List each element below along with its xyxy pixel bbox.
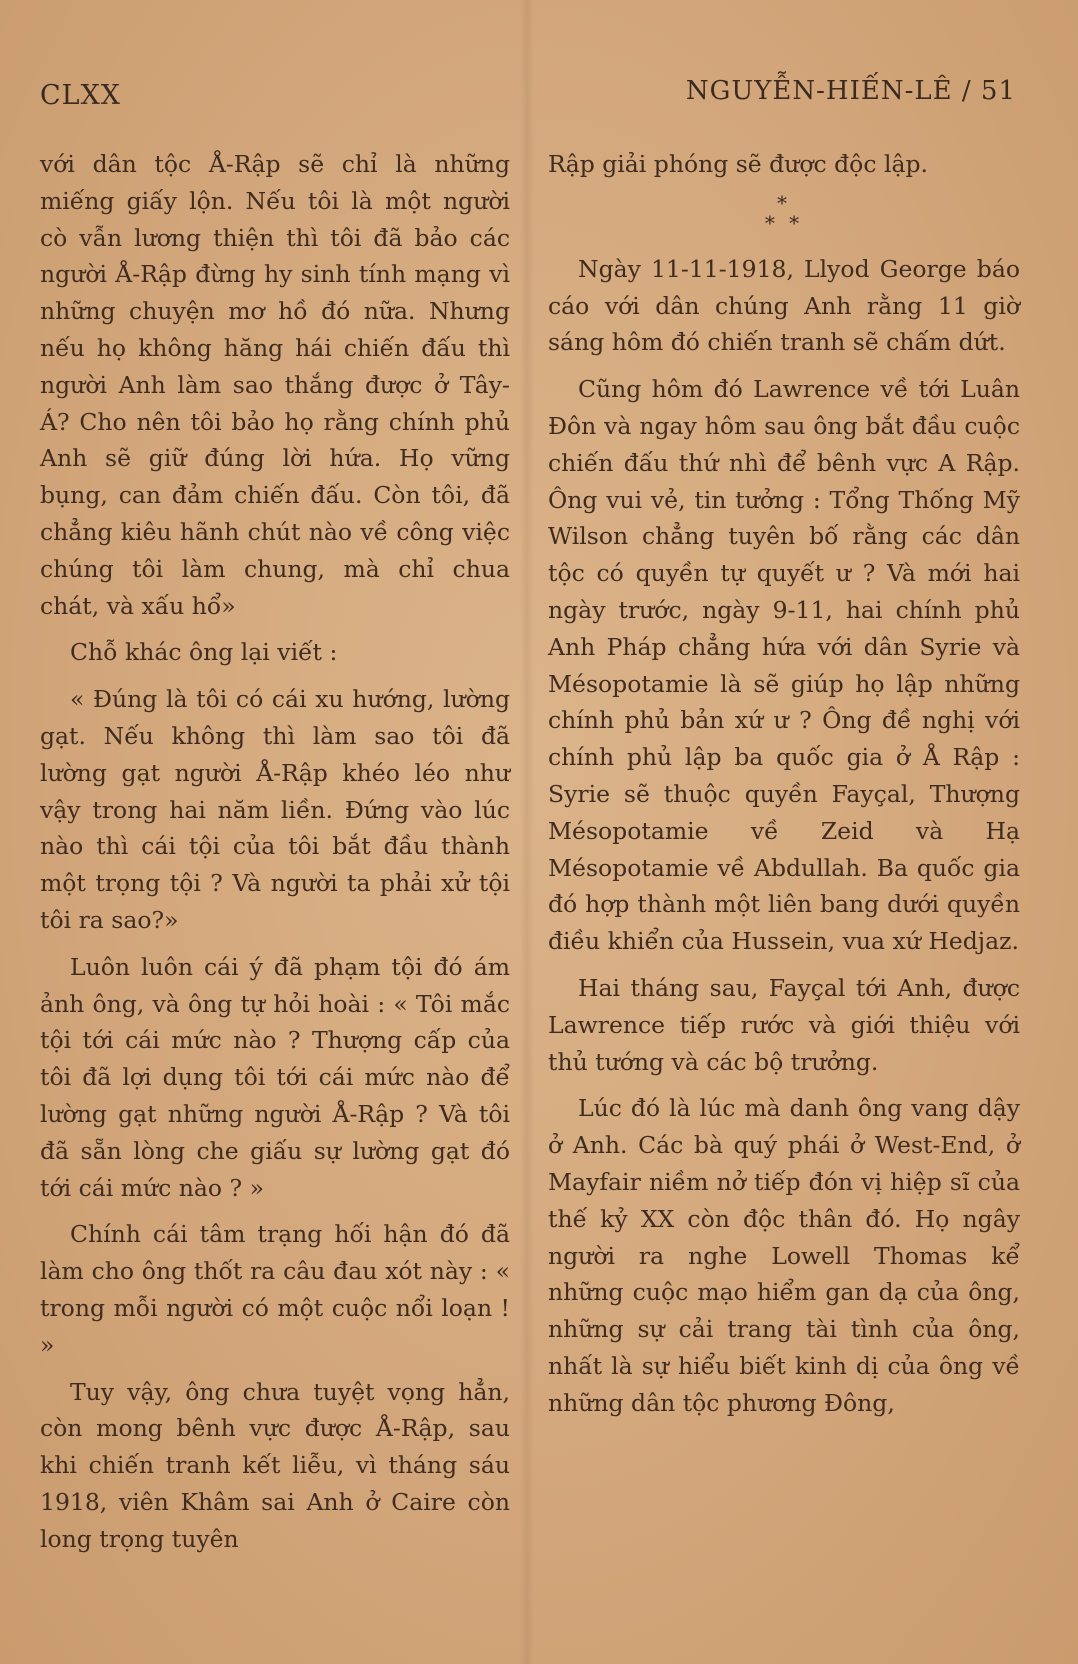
page-header-right: NGUYỄN-HIẾN-LÊ / 51 [685, 76, 1016, 106]
paragraph: « Đúng là tôi có cái xu hướng, lường gạt. Nếu không thì làm sao tôi đã lường gạt người Å-Rập khéo léo như vậy trong hai năm liền. Đứng vào lúc nào thì cái tội của tôi bắt đầu thành một trọng tội ? Và người ta phải xử tội tôi ra sao?» [40, 685, 510, 934]
paragraph: Rập giải phóng sẽ được độc lập. [548, 150, 929, 178]
paragraph: Chính cái tâm trạng hối hận đó đã làm cho ông thốt ra câu đau xót này : « trong mỗi người có một cuộc nổi loạn ! » [40, 1220, 510, 1359]
paragraph: Hai tháng sau, Fayçal tới Anh, được Lawrence tiếp rước và giới thiệu với thủ tướng và các bộ trưởng. [548, 973, 1020, 1076]
paragraph: Luôn luôn cái ý đã phạm tội đó ám ảnh ông, và ông tự hỏi hoài : « Tôi mắc tội tới cái mức nào ? Thượng cấp của tôi đã lợi dụng tôi tới cái mức nào để lường gạt những người Å-Rập ? Và tôi đã sẵn lòng che giấu sự lường gạt đó tới cái mức nào ? » [40, 952, 510, 1202]
page-fold-shadow [520, 0, 534, 1664]
paragraph: Cũng hôm đó Lawrence về tới Luân Đôn và ngay hôm sau ông bắt đầu cuộc chiến đấu thứ nhì để bênh vực A Rập. Ông vui vẻ, tin tưởng : Tổng Thống Mỹ Wilson chẳng tuyên bố rằng các dân tộc có quyền tự quyết ư ? Và mới hai ngày trước, ngày 9-11, hai chính phủ Anh Pháp chẳng hứa với dân Syrie và Mésopotamie là sẽ giúp họ lập những chính phủ bản xứ ư ? Ông đề nghị với chính phủ lập ba quốc gia ở Å Rập : Syrie sẽ thuộc quyền Fayçal, Thượng Mésopotamie về Zeid và Hạ Mésopotamie về Abdullah. Ba quốc gia đó hợp thành một liên bang dưới quyền điều khiển của Hussein, vua xứ Hedjaz. [548, 375, 1020, 956]
right-column [548, 146, 1020, 1422]
page-header-left: CLXX [40, 80, 122, 111]
paragraph: Lúc đó là lúc mà danh ông vang dậy ở Anh. Các bà quý phái ở West-End, ở Mayfair niềm nở tiếp đón vị hiệp sĩ của thế kỷ XX còn độc thân đó. Họ ngây người ra nghe Lowell Thomas kể những cuộc mạo hiểm gan dạ của ông, những sự cải trang tài tình của ông, nhất là sự hiểu biết kinh dị của ông về những dân tộc phương Đông, [548, 1094, 1020, 1417]
paragraph: Tuy vậy, ông chưa tuyệt vọng hẳn, còn mong bênh vực được Å-Rập, sau khi chiến tranh kết liễu, vì tháng sáu 1918, viên Khâm sai Anh ở Caire còn long trọng tuyên [40, 1377, 510, 1553]
paragraph: Ngày 11-11-1918, Llyod George báo cáo với dân chúng Anh rằng 11 giờ sáng hôm đó chiến tranh sẽ chấm dứt. [548, 254, 1020, 357]
paragraph: với dân tộc Å-Rập sẽ chỉ là những miếng giấy lộn. Nếu tôi là một người cò vẫn lương thiện thì tôi đã bảo các người Å-Rập đừng hy sinh tính mạng vì những chuyện mơ hồ đó nữa. Nhưng nếu họ không hăng hái chiến đấu thì người Anh làm sao thắng được ở Tây-Á? Cho nên tôi bảo họ rằng chính phủ Anh sẽ giữ đúng lời hứa. Họ vững bụng, can đảm chiến đấu. Còn tôi, đã chẳng kiêu hãnh chút nào về công việc chúng tôi làm chung, mà chỉ chua chát, và xấu hổ» [40, 150, 510, 620]
paragraph: Chỗ khác ông lại viết : [70, 638, 338, 667]
section-separator: * * * [764, 190, 804, 235]
left-column [40, 146, 510, 1557]
